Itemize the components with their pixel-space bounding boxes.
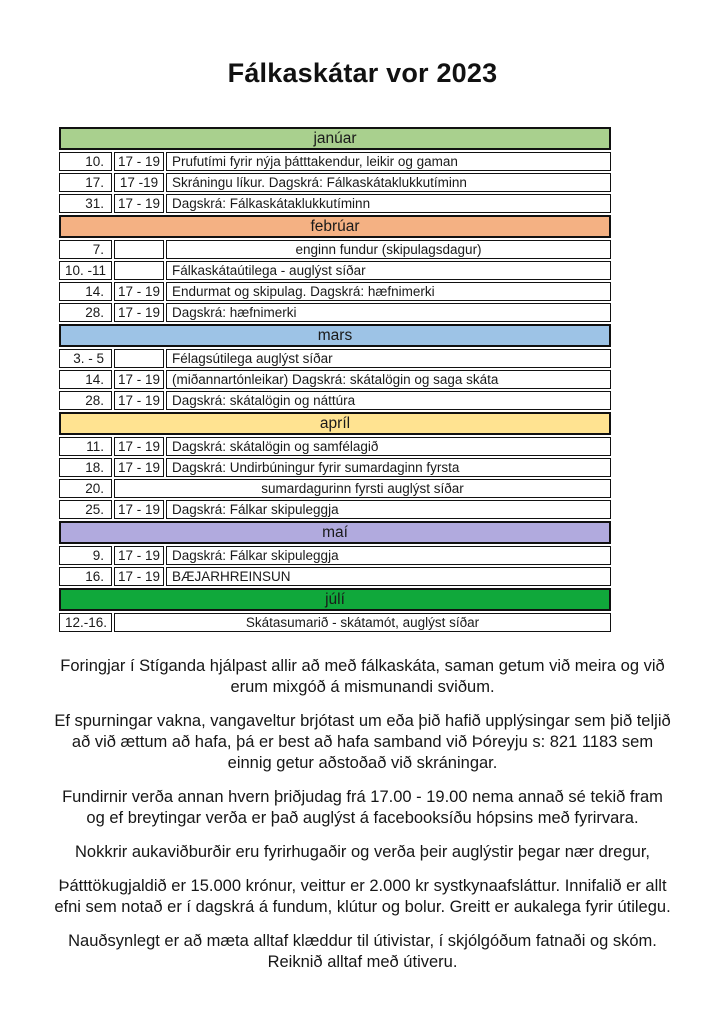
description-cell: Dagskrá: skátalögin og náttúra: [166, 391, 611, 410]
month-header: júlí: [59, 588, 611, 611]
description-cell: Endurmat og skipulag. Dagskrá: hæfnimerki: [166, 282, 611, 301]
time-cell: 17 - 19: [114, 500, 164, 519]
info-paragraph: Ef spurningar vakna, vangaveltur brjótast um eða þið hafið upplýsingar sem þið teljið að við ættum að hafa, þá er best að hafa samband við Þóreyju s: 821 1183 sem einnig getur aðstoðað við skráningar.: [54, 712, 671, 772]
date-cell: 7.: [59, 240, 112, 259]
time-cell: 17 - 19: [114, 567, 164, 586]
schedule-row: [59, 240, 611, 259]
time-cell: 17 - 19: [114, 458, 164, 477]
month-header-row: [59, 412, 611, 435]
time-cell: [114, 349, 164, 368]
month-header: maí: [59, 521, 611, 544]
time-cell: 17 - 19: [114, 282, 164, 301]
month-header: febrúar: [59, 215, 611, 238]
time-cell: 17 - 19: [114, 152, 164, 171]
schedule-row: [59, 391, 611, 410]
date-cell: 11.: [59, 437, 112, 456]
date-cell: 14.: [59, 282, 112, 301]
description-cell: Dagskrá: hæfnimerki: [166, 303, 611, 322]
schedule-row: [59, 546, 611, 565]
info-section: [52, 634, 674, 973]
info-paragraph: Foringjar í Stíganda hjálpast allir að með fálkaskáta, saman getum við meira og við erum mixgóð á mismunandi sviðum.: [60, 657, 665, 696]
description-cell: BÆJARHREINSUN: [166, 567, 611, 586]
time-cell: 17 - 19: [114, 391, 164, 410]
month-header: mars: [59, 324, 611, 347]
month-header-row: [59, 588, 611, 611]
description-cell: sumardagurinn fyrsti auglýst síðar: [114, 479, 611, 498]
time-cell: 17 - 19: [114, 546, 164, 565]
date-cell: 9.: [59, 546, 112, 565]
schedule-row: [59, 303, 611, 322]
schedule-row: [59, 567, 611, 586]
description-cell: Dagskrá: Fálkar skipuleggja: [166, 546, 611, 565]
date-cell: 12.-16.: [59, 613, 112, 632]
time-cell: 17 - 19: [114, 303, 164, 322]
schedule-row: [59, 282, 611, 301]
description-cell: Fálkaskátaútilega - auglýst síðar: [166, 261, 611, 280]
date-cell: 10. -11: [59, 261, 112, 280]
month-header-row: [59, 324, 611, 347]
description-cell: Prufutími fyrir nýja þátttakendur, leikir og gaman: [166, 152, 611, 171]
date-cell: 16.: [59, 567, 112, 586]
date-cell: 18.: [59, 458, 112, 477]
info-paragraph: Þátttökugjaldið er 15.000 krónur, veittur er 2.000 kr systkynaafsláttur. Innifalið er allt efni sem notað er í dagskrá á fundum, klútur og bolur. Greitt er aukalega fyrir útilegu.: [54, 877, 671, 916]
date-cell: 14.: [59, 370, 112, 389]
description-cell: enginn fundur (skipulagsdagur): [166, 240, 611, 259]
info-paragraph: Fundirnir verða annan hvern þriðjudag frá 17.00 - 19.00 nema annað sé tekið fram og ef breytingar verða er það auglýst á facebooksíðu hópsins með fyrirvara.: [62, 788, 663, 827]
date-cell: 25.: [59, 500, 112, 519]
schedule-row: [59, 152, 611, 171]
description-cell: Dagskrá: skátalögin og samfélagið: [166, 437, 611, 456]
date-cell: 3. - 5: [59, 349, 112, 368]
time-cell: 17 - 19: [114, 370, 164, 389]
month-header-row: [59, 215, 611, 238]
date-cell: 31.: [59, 194, 112, 213]
date-cell: 20.: [59, 479, 112, 498]
info-paragraph: Nauðsynlegt er að mæta alltaf klæddur til útivistar, í skjólgóðum fatnaði og skóm. Reiknið alltaf með útiveru.: [68, 932, 657, 971]
description-cell: Dagskrá: Fálkaskátaklukkutíminn: [166, 194, 611, 213]
schedule-row: [59, 173, 611, 192]
date-cell: 28.: [59, 303, 112, 322]
time-cell: 17 - 19: [114, 194, 164, 213]
month-header: janúar: [59, 127, 611, 150]
description-cell: (miðannartónleikar) Dagskrá: skátalögin og saga skáta: [166, 370, 611, 389]
month-header: apríl: [59, 412, 611, 435]
description-cell: Skátasumarið - skátamót, auglýst síðar: [114, 613, 611, 632]
schedule-row: [59, 500, 611, 519]
month-header-row: [59, 127, 611, 150]
date-cell: 17.: [59, 173, 112, 192]
schedule-row: [59, 479, 611, 498]
time-cell: 17 - 19: [114, 437, 164, 456]
schedule-row: [59, 349, 611, 368]
schedule-row: [59, 458, 611, 477]
schedule-row: [59, 437, 611, 456]
date-cell: 28.: [59, 391, 112, 410]
page-title: Fálkaskátar vor 2023: [227, 58, 498, 88]
description-cell: Félagsútilega auglýst síðar: [166, 349, 611, 368]
info-paragraph: Nokkrir aukaviðburðir eru fyrirhugaðir og verða þeir auglýstir þegar nær dregur,: [74, 843, 651, 861]
time-cell: [114, 261, 164, 280]
description-cell: Dagskrá: Fálkar skipuleggja: [166, 500, 611, 519]
month-header-row: [59, 521, 611, 544]
time-cell: 17 -19: [114, 173, 164, 192]
description-cell: Dagskrá: Undirbúningur fyrir sumardaginn fyrsta: [166, 458, 611, 477]
schedule-row: [59, 194, 611, 213]
schedule-row: [59, 370, 611, 389]
description-cell: Skráningu líkur. Dagskrá: Fálkaskátaklukkutíminn: [166, 173, 611, 192]
time-cell: [114, 240, 164, 259]
date-cell: 10.: [59, 152, 112, 171]
schedule-row: [59, 261, 611, 280]
schedule-table: [57, 125, 613, 634]
schedule-row: [59, 613, 611, 632]
